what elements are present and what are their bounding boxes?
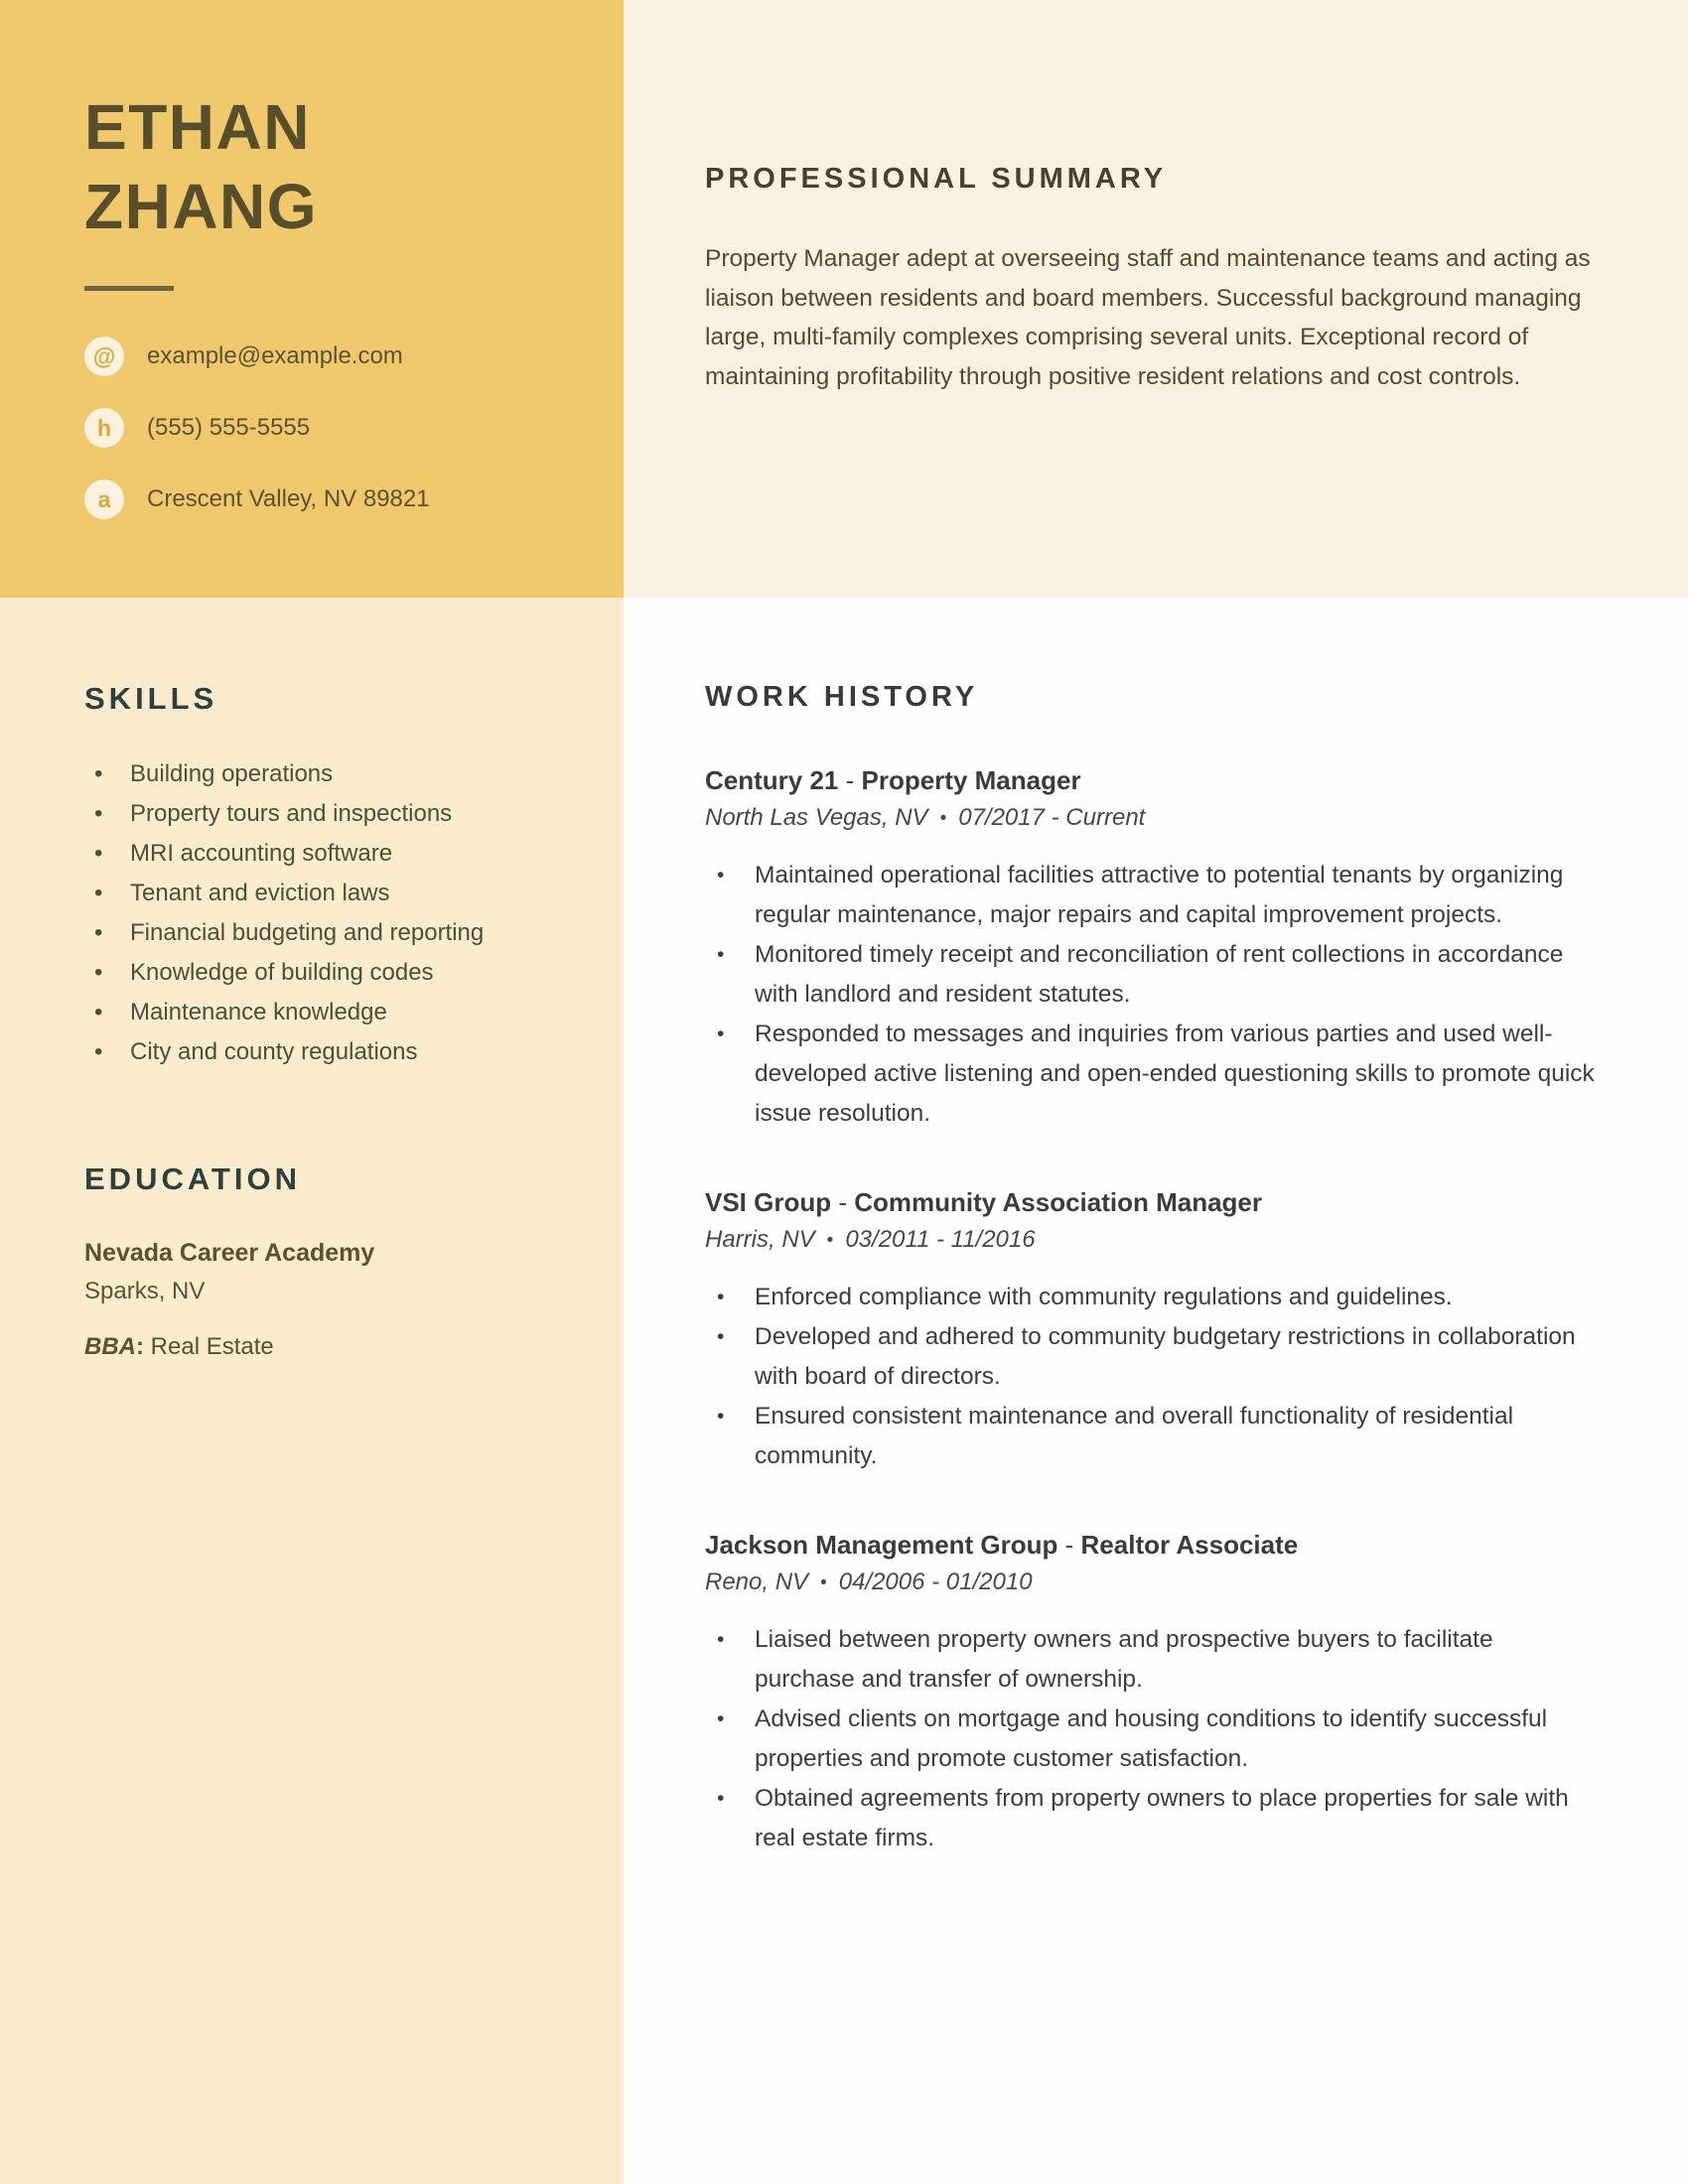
- name-line-1: ETHAN: [84, 91, 311, 163]
- education-location: Sparks, NV: [84, 1278, 206, 1304]
- education-section: [84, 1161, 594, 1361]
- job-dates: 03/2011 - 11/2016: [845, 1226, 1036, 1253]
- job-bullet-list: [705, 1278, 1599, 1476]
- contact-location-text: Crescent Valley, NV 89821: [147, 485, 430, 512]
- job-bullet: • Monitored timely receipt and reconciliation of rent collections in accordance with landlord and resident statutes.: [705, 935, 1599, 1015]
- meta-separator: •: [939, 808, 947, 829]
- skill-item: • Building operations: [84, 754, 594, 794]
- contact-row-email: [84, 337, 584, 376]
- job-role: Realtor Associate: [1080, 1530, 1299, 1560]
- contact-list: [84, 337, 584, 519]
- left-sidebar: [0, 0, 624, 2184]
- skill-item: • Maintenance knowledge: [84, 993, 594, 1032]
- work-history-section: [624, 598, 1688, 2184]
- sidebar-gold-header: [0, 0, 624, 598]
- contact-phone-text: (555) 555-5555: [147, 414, 311, 441]
- job-bullet: • Developed and adhered to community budgetary restrictions in collaboration with board of directors.: [705, 1317, 1599, 1397]
- name-divider: [84, 286, 174, 291]
- education-degree: [84, 1333, 594, 1361]
- candidate-name: [84, 87, 584, 246]
- summary-section: [624, 0, 1688, 598]
- summary-text: Property Manager adept at overseeing staff and maintenance teams and acting as liaison between residents and board members. Successful background managing large, multi-family complexes comprising several units. Exceptional record of maintaining profitability through positive resident relations and cost controls.: [705, 245, 1591, 390]
- job-dates: 07/2017 - Current: [958, 804, 1146, 831]
- job-location: North Las Vegas, NV: [705, 804, 928, 831]
- job-location: Reno, NV: [705, 1569, 809, 1595]
- contact-email-text: example@example.com: [147, 342, 403, 369]
- job-bullet-list: [705, 856, 1599, 1134]
- phone-icon: h: [84, 408, 124, 448]
- sidebar-body: [0, 598, 624, 1361]
- job-title-separator: -: [831, 1187, 855, 1217]
- degree-label: BBA: [84, 1333, 136, 1360]
- skill-item: • City and county regulations: [84, 1032, 594, 1072]
- education-school: Nevada Career Academy: [84, 1239, 375, 1267]
- job-title: [705, 1187, 1599, 1218]
- job-bullet: • Enforced compliance with community regulations and guidelines.: [705, 1278, 1599, 1317]
- main-column: [624, 0, 1688, 2184]
- job-bullet: • Advised clients on mortgage and housing conditions to identify successful properties and promote customer satisfaction.: [705, 1700, 1599, 1779]
- job-entry: [705, 765, 1599, 1134]
- job-meta: [705, 1226, 1599, 1254]
- education-heading: EDUCATION: [84, 1161, 301, 1196]
- job-meta: [705, 1569, 1599, 1596]
- summary-heading: PROFESSIONAL SUMMARY: [705, 163, 1168, 195]
- job-role: Property Manager: [861, 765, 1081, 795]
- job-role: Community Association Manager: [854, 1187, 1263, 1217]
- work-history-heading: WORK HISTORY: [705, 681, 979, 713]
- skill-item: • MRI accounting software: [84, 834, 594, 874]
- skills-list: [84, 754, 594, 1072]
- job-meta: [705, 804, 1599, 832]
- job-title: [705, 1530, 1599, 1561]
- skill-item: • Property tours and inspections: [84, 794, 594, 834]
- job-bullet: • Maintained operational facilities attractive to potential tenants by organizing regular maintenance, major repairs and capital improvement projects.: [705, 856, 1599, 935]
- job-company: Century 21: [705, 765, 839, 795]
- job-dates: 04/2006 - 01/2010: [838, 1569, 1033, 1595]
- skills-heading: SKILLS: [84, 681, 218, 716]
- skill-item: • Financial budgeting and reporting: [84, 913, 594, 953]
- contact-row-location: [84, 479, 584, 519]
- email-icon: @: [84, 337, 124, 376]
- job-bullet-list: [705, 1620, 1599, 1858]
- job-title-separator: -: [838, 765, 862, 795]
- job-title: [705, 765, 1599, 796]
- skill-item: • Tenant and eviction laws: [84, 874, 594, 913]
- job-entry: [705, 1530, 1599, 1858]
- job-bullet: • Ensured consistent maintenance and overall functionality of residential community.: [705, 1397, 1599, 1476]
- job-company: VSI Group: [705, 1187, 832, 1217]
- name-line-2: ZHANG: [84, 171, 319, 242]
- skill-item: • Knowledge of building codes: [84, 953, 594, 993]
- job-location: Harris, NV: [705, 1226, 815, 1253]
- location-icon: a: [84, 479, 124, 519]
- meta-separator: •: [820, 1572, 827, 1593]
- degree-value: Real Estate: [150, 1333, 274, 1360]
- job-bullet: • Responded to messages and inquiries from various parties and used well-developed active listening and open-ended questioning skills to promote quick issue resolution.: [705, 1015, 1599, 1134]
- job-company: Jackson Management Group: [705, 1530, 1058, 1560]
- job-bullet: • Liaised between property owners and prospective buyers to facilitate purchase and transfer of ownership.: [705, 1620, 1599, 1700]
- contact-row-phone: [84, 408, 584, 448]
- degree-colon: :: [136, 1333, 144, 1360]
- job-title-separator: -: [1057, 1530, 1081, 1560]
- job-entry: [705, 1187, 1599, 1476]
- job-bullet: • Obtained agreements from property owners to place properties for sale with real estate firms.: [705, 1779, 1599, 1858]
- meta-separator: •: [826, 1230, 834, 1251]
